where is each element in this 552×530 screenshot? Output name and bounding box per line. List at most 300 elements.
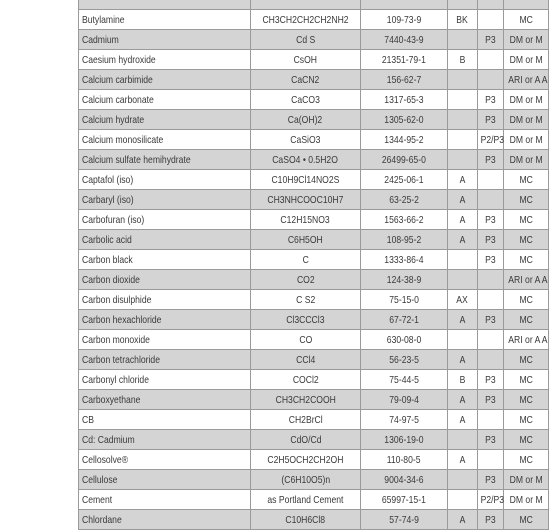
cas-number-cell	[361, 450, 448, 470]
respirator-type-cell-text: DM or M	[509, 133, 543, 146]
respirator-selection-table	[78, 0, 548, 530]
cas-number-cell	[361, 70, 448, 90]
respirator-type-cell	[504, 350, 549, 370]
filter-type-cell-text: A	[459, 233, 466, 246]
formula-cell-text: CaCN2	[291, 73, 320, 86]
cas-number-cell	[361, 0, 448, 10]
respirator-type-cell	[504, 90, 549, 110]
respirator-type-cell	[504, 190, 549, 210]
table-row	[79, 210, 549, 230]
formula-cell	[251, 330, 361, 350]
table-row	[79, 430, 549, 450]
particulate-class-cell	[478, 90, 504, 110]
cas-number-cell	[361, 330, 448, 350]
respirator-type-cell-text: MC	[519, 293, 533, 306]
filter-type-cell	[448, 270, 478, 290]
filter-type-cell	[448, 310, 478, 330]
formula-cell	[251, 250, 361, 270]
particulate-class-cell	[478, 70, 504, 90]
formula-cell	[251, 150, 361, 170]
formula-cell-text: as Portland Cement	[267, 493, 344, 506]
chemical-name-cell	[79, 50, 251, 70]
table-row	[79, 270, 549, 290]
cas-number-cell-text: 21351-79-1	[381, 53, 427, 66]
filter-type-cell	[448, 170, 478, 190]
particulate-class-cell-text: P3	[485, 473, 496, 486]
cas-number-cell-text: 7440-43-9	[384, 33, 424, 46]
particulate-class-cell	[478, 510, 504, 530]
formula-cell-text: CH3CH2COOH	[275, 393, 336, 406]
cas-number-cell	[361, 90, 448, 110]
table-row	[79, 230, 549, 250]
particulate-class-cell	[478, 330, 504, 350]
formula-cell-text: Cl3CCCl3	[286, 313, 325, 326]
respirator-type-cell	[504, 470, 549, 490]
cas-number-cell	[361, 470, 448, 490]
particulate-class-cell	[478, 430, 504, 450]
formula-cell	[251, 350, 361, 370]
table-row	[79, 470, 549, 490]
formula-cell-text: Cd S	[295, 33, 316, 46]
chemical-name-cell	[79, 250, 251, 270]
filter-type-cell	[448, 330, 478, 350]
table-row	[79, 10, 549, 30]
particulate-class-cell	[478, 210, 504, 230]
filter-type-cell	[448, 470, 478, 490]
formula-cell	[251, 130, 361, 150]
chemical-name-cell-text: Calcium carbonate	[82, 93, 154, 106]
table-row	[79, 370, 549, 390]
formula-cell	[251, 430, 361, 450]
particulate-class-cell	[478, 470, 504, 490]
respirator-type-cell	[504, 450, 549, 470]
chemical-name-cell	[79, 290, 251, 310]
filter-type-cell	[448, 150, 478, 170]
chemical-name-cell	[79, 270, 251, 290]
formula-cell	[251, 290, 361, 310]
particulate-class-cell	[478, 230, 504, 250]
particulate-class-cell-text: P2/P3	[480, 133, 505, 146]
particulate-class-cell	[478, 150, 504, 170]
particulate-class-cell-text: P2/P3	[480, 493, 505, 506]
chemical-name-cell	[79, 310, 251, 330]
filter-type-cell-text: A	[459, 193, 466, 206]
table-row	[79, 490, 549, 510]
chemical-name-cell	[79, 390, 251, 410]
filter-type-cell-text: B	[459, 53, 466, 66]
table-row	[79, 0, 549, 10]
formula-cell	[251, 370, 361, 390]
filter-type-cell	[448, 70, 478, 90]
formula-cell-text: CdO/Cd	[289, 433, 322, 446]
formula-cell-text: CH2BrCl	[288, 413, 323, 426]
filter-type-cell-text: A	[459, 453, 466, 466]
respirator-type-cell	[504, 210, 549, 230]
respirator-type-cell	[504, 130, 549, 150]
filter-type-cell	[448, 410, 478, 430]
filter-type-cell	[448, 130, 478, 150]
filter-type-cell-text: A	[459, 393, 466, 406]
chemical-name-cell-text: Carboxyethane	[82, 393, 141, 406]
respirator-type-cell	[504, 490, 549, 510]
respirator-type-cell	[504, 110, 549, 130]
particulate-class-cell-text: P3	[485, 153, 496, 166]
formula-cell	[251, 230, 361, 250]
chemical-name-cell-text: CB	[82, 413, 94, 426]
chemical-name-cell	[79, 330, 251, 350]
formula-cell-text: COCl2	[292, 373, 319, 386]
particulate-class-cell	[478, 10, 504, 30]
formula-cell-text: C	[302, 253, 309, 266]
respirator-type-cell	[504, 230, 549, 250]
formula-cell-text: (C6H10O5)n	[281, 473, 330, 486]
formula-cell	[251, 210, 361, 230]
formula-cell	[251, 190, 361, 210]
filter-type-cell	[448, 90, 478, 110]
filter-type-cell	[448, 390, 478, 410]
chemical-name-cell	[79, 430, 251, 450]
table-row	[79, 310, 549, 330]
chemical-name-cell-text: Calcium hydrate	[82, 113, 145, 126]
chemical-name-cell	[79, 450, 251, 470]
particulate-class-cell-text: P3	[485, 513, 496, 526]
chemical-name-cell-text: Carbon disulphide	[82, 293, 152, 306]
formula-cell-text: C6H5OH	[288, 233, 323, 246]
chemical-name-cell-text: Calcium sulfate hemihydrate	[82, 153, 191, 166]
chemical-name-cell	[79, 170, 251, 190]
particulate-class-cell	[478, 50, 504, 70]
respirator-type-cell	[504, 390, 549, 410]
cas-number-cell	[361, 50, 448, 70]
particulate-class-cell	[478, 410, 504, 430]
chemical-name-cell	[79, 70, 251, 90]
cas-number-cell	[361, 210, 448, 230]
particulate-class-cell	[478, 250, 504, 270]
respirator-type-cell-text: MC	[519, 313, 533, 326]
cas-number-cell	[361, 350, 448, 370]
filter-type-cell	[448, 450, 478, 470]
filter-type-cell-text: A	[459, 173, 466, 186]
respirator-type-cell-text: MC	[519, 13, 533, 26]
particulate-class-cell-text: P3	[485, 93, 496, 106]
table-row	[79, 50, 549, 70]
particulate-class-cell	[478, 450, 504, 470]
cas-number-cell	[361, 410, 448, 430]
particulate-class-cell	[478, 130, 504, 150]
chemical-name-cell-text: Carbon hexachloride	[82, 313, 162, 326]
particulate-class-cell	[478, 0, 504, 10]
filter-type-cell	[448, 190, 478, 210]
chemical-name-cell-text: Carbaryl (iso)	[82, 193, 134, 206]
respirator-type-cell	[504, 410, 549, 430]
filter-type-cell	[448, 0, 478, 10]
particulate-class-cell-text: P3	[485, 213, 496, 226]
chemical-name-cell-text: Carbofuran (iso)	[82, 213, 145, 226]
cas-number-cell-text: 156-62-7	[386, 73, 422, 86]
filter-type-cell	[448, 370, 478, 390]
particulate-class-cell-text: P3	[485, 253, 496, 266]
filter-type-cell	[448, 290, 478, 310]
chemical-name-cell-text: Carbonyl chloride	[82, 373, 150, 386]
cas-number-cell	[361, 310, 448, 330]
cas-number-cell-text: 74-97-5	[389, 413, 419, 426]
filter-type-cell-text: B	[459, 373, 466, 386]
cas-number-cell-text: 57-74-9	[389, 513, 419, 526]
formula-cell-text: C10H6Cl8	[285, 513, 326, 526]
cas-number-cell	[361, 430, 448, 450]
chemical-name-cell	[79, 230, 251, 250]
formula-cell	[251, 90, 361, 110]
respirator-type-cell-text: MC	[519, 193, 533, 206]
cas-number-cell	[361, 510, 448, 530]
cas-number-cell-text: 1317-65-3	[384, 93, 424, 106]
cas-number-cell	[361, 390, 448, 410]
cas-number-cell-text: 630-08-0	[386, 333, 422, 346]
table-row	[79, 150, 549, 170]
respirator-type-cell-text: DM or M	[509, 113, 543, 126]
cas-number-cell	[361, 170, 448, 190]
cas-number-cell	[361, 230, 448, 250]
cas-number-cell-text: 1305-62-0	[384, 113, 424, 126]
respirator-type-cell	[504, 330, 549, 350]
chemical-name-cell	[79, 0, 251, 10]
particulate-class-cell	[478, 310, 504, 330]
formula-cell	[251, 170, 361, 190]
table-row	[79, 510, 549, 530]
formula-cell-text: CH3CH2CH2CH2NH2	[262, 13, 349, 26]
filter-type-cell	[448, 350, 478, 370]
filter-type-cell	[448, 110, 478, 130]
table-row	[79, 350, 549, 370]
particulate-class-cell-text: P3	[485, 313, 496, 326]
chemical-name-cell	[79, 150, 251, 170]
formula-cell-text: CsOH	[293, 53, 318, 66]
respirator-type-cell	[504, 510, 549, 530]
respirator-type-cell	[504, 150, 549, 170]
cas-number-cell-text: 110-80-5	[387, 453, 421, 466]
particulate-class-cell-text: P3	[485, 113, 496, 126]
chemical-name-cell-text: Carbolic acid	[82, 233, 132, 246]
chemical-table	[78, 0, 549, 530]
formula-cell	[251, 10, 361, 30]
chemical-name-cell	[79, 490, 251, 510]
filter-type-cell-text: BK	[456, 13, 469, 26]
respirator-type-cell	[504, 0, 549, 10]
formula-cell	[251, 50, 361, 70]
formula-cell-text: CaSO4 • 0.5H2O	[272, 153, 339, 166]
cas-number-cell-text: 56-23-5	[389, 353, 419, 366]
formula-cell	[251, 470, 361, 490]
formula-cell-text: CO	[299, 333, 312, 346]
formula-cell-text: Ca(OH)2	[288, 113, 323, 126]
cas-number-cell	[361, 190, 448, 210]
cas-number-cell-text: 75-44-5	[389, 373, 419, 386]
cas-number-cell-text: 67-72-1	[389, 313, 419, 326]
formula-cell-text: CaSiO3	[290, 133, 321, 146]
particulate-class-cell	[478, 30, 504, 50]
cas-number-cell	[361, 290, 448, 310]
chemical-name-cell	[79, 190, 251, 210]
respirator-type-cell	[504, 370, 549, 390]
filter-type-cell	[448, 250, 478, 270]
filter-type-cell-text: A	[459, 413, 466, 426]
formula-cell	[251, 70, 361, 90]
respirator-type-cell-text: ARI or A A	[508, 73, 548, 86]
chemical-name-cell-text: Cd: Cadmium	[82, 433, 135, 446]
chemical-name-cell-text: Calcium carbimide	[82, 73, 153, 86]
respirator-type-cell-text: DM or M	[509, 53, 543, 66]
formula-cell	[251, 0, 361, 10]
respirator-type-cell-text: MC	[519, 433, 533, 446]
cas-number-cell-text: 63-25-2	[389, 193, 419, 206]
table-row	[79, 170, 549, 190]
respirator-type-cell-text: MC	[519, 213, 533, 226]
particulate-class-cell-text: P3	[485, 33, 496, 46]
respirator-type-cell	[504, 50, 549, 70]
respirator-type-cell-text: MC	[519, 253, 533, 266]
respirator-type-cell	[504, 70, 549, 90]
filter-type-cell-text: AX	[456, 293, 469, 306]
filter-type-cell-text: A	[459, 513, 466, 526]
respirator-type-cell-text: DM or M	[509, 33, 543, 46]
formula-cell	[251, 310, 361, 330]
chemical-name-cell-text: Caesium hydroxide	[82, 53, 156, 66]
table-row	[79, 90, 549, 110]
cas-number-cell-text: 9004-34-6	[384, 473, 424, 486]
table-row	[79, 110, 549, 130]
respirator-type-cell	[504, 290, 549, 310]
cas-number-cell	[361, 10, 448, 30]
filter-type-cell	[448, 430, 478, 450]
cas-number-cell	[361, 110, 448, 130]
formula-cell-text: C2H5OCH2CH2OH	[267, 453, 344, 466]
formula-cell	[251, 490, 361, 510]
cas-number-cell	[361, 150, 448, 170]
respirator-type-cell-text: DM or M	[509, 493, 543, 506]
particulate-class-cell	[478, 170, 504, 190]
formula-cell	[251, 390, 361, 410]
chemical-name-cell	[79, 350, 251, 370]
filter-type-cell-text: A	[459, 213, 466, 226]
particulate-class-cell	[478, 190, 504, 210]
respirator-type-cell-text: MC	[519, 413, 533, 426]
particulate-class-cell	[478, 110, 504, 130]
respirator-type-cell-text: DM or M	[509, 93, 543, 106]
respirator-type-cell-text: MC	[519, 353, 533, 366]
cas-number-cell-text: 65997-15-1	[381, 493, 427, 506]
table-row	[79, 30, 549, 50]
chemical-name-cell-text: Cement	[82, 493, 113, 506]
chemical-name-cell-text: Carbon dioxide	[82, 273, 140, 286]
formula-cell	[251, 450, 361, 470]
respirator-type-cell-text: MC	[519, 373, 533, 386]
chemical-name-cell	[79, 370, 251, 390]
cas-number-cell-text: 79-09-4	[389, 393, 419, 406]
particulate-class-cell	[478, 270, 504, 290]
chemical-name-cell-text: Carbon monoxide	[82, 333, 150, 346]
filter-type-cell	[448, 490, 478, 510]
particulate-class-cell-text: P3	[485, 233, 496, 246]
table-row	[79, 70, 549, 90]
respirator-type-cell	[504, 170, 549, 190]
cas-number-cell-text: 108-95-2	[386, 233, 422, 246]
respirator-type-cell-text: MC	[519, 233, 533, 246]
cas-number-cell	[361, 30, 448, 50]
formula-cell-text: CaCO3	[291, 93, 320, 106]
filter-type-cell	[448, 10, 478, 30]
particulate-class-cell	[478, 370, 504, 390]
formula-cell-text: CO2	[296, 273, 315, 286]
table-row	[79, 330, 549, 350]
table-row	[79, 130, 549, 150]
chemical-name-cell	[79, 30, 251, 50]
respirator-type-cell	[504, 10, 549, 30]
cas-number-cell-text: 1563-66-2	[384, 213, 424, 226]
cas-number-cell	[361, 270, 448, 290]
table-row	[79, 450, 549, 470]
formula-cell	[251, 270, 361, 290]
table-row	[79, 390, 549, 410]
cas-number-cell	[361, 130, 448, 150]
chemical-name-cell	[79, 90, 251, 110]
chemical-name-cell	[79, 110, 251, 130]
chemical-name-cell-text: Cellulose	[82, 473, 118, 486]
particulate-class-cell	[478, 490, 504, 510]
cas-number-cell	[361, 490, 448, 510]
respirator-type-cell-text: DM or M	[509, 153, 543, 166]
filter-type-cell-text: A	[459, 353, 466, 366]
formula-cell	[251, 110, 361, 130]
formula-cell-text: C S2	[295, 293, 316, 306]
cas-number-cell-text: 75-15-0	[389, 293, 419, 306]
formula-cell	[251, 30, 361, 50]
particulate-class-cell	[478, 350, 504, 370]
cas-number-cell-text: 124-38-9	[386, 273, 422, 286]
chemical-name-cell	[79, 470, 251, 490]
cas-number-cell-text: 2425-06-1	[384, 173, 424, 186]
respirator-type-cell-text: MC	[519, 173, 533, 186]
chemical-name-cell-text: Carbon black	[82, 253, 133, 266]
table-row	[79, 190, 549, 210]
chemical-name-cell	[79, 410, 251, 430]
respirator-type-cell-text: MC	[519, 513, 533, 526]
cas-number-cell-text: 1306-19-0	[384, 433, 424, 446]
cas-number-cell-text: 1333-86-4	[384, 253, 424, 266]
particulate-class-cell-text: P3	[485, 393, 496, 406]
formula-cell-text: CCl4	[295, 353, 316, 366]
formula-cell-text: C10H9Cl14NO2S	[271, 173, 340, 186]
respirator-type-cell-text: DM or M	[509, 473, 543, 486]
chemical-name-cell-text: Calcium monosilicate	[82, 133, 164, 146]
cas-number-cell	[361, 370, 448, 390]
respirator-type-cell	[504, 270, 549, 290]
table-row	[79, 250, 549, 270]
table-row	[79, 290, 549, 310]
chemical-name-cell-text: Butylamine	[82, 13, 125, 26]
filter-type-cell	[448, 510, 478, 530]
cas-number-cell-text: 109-73-9	[386, 13, 422, 26]
particulate-class-cell	[478, 390, 504, 410]
chemical-name-cell-text: Carbon tetrachloride	[82, 353, 161, 366]
particulate-class-cell	[478, 290, 504, 310]
respirator-type-cell-text: MC	[519, 453, 533, 466]
chemical-name-cell-text: Captafol (iso)	[82, 173, 134, 186]
respirator-type-cell	[504, 30, 549, 50]
cas-number-cell-text: 1344-95-2	[384, 133, 424, 146]
filter-type-cell	[448, 210, 478, 230]
respirator-type-cell	[504, 310, 549, 330]
particulate-class-cell-text: P3	[485, 373, 496, 386]
